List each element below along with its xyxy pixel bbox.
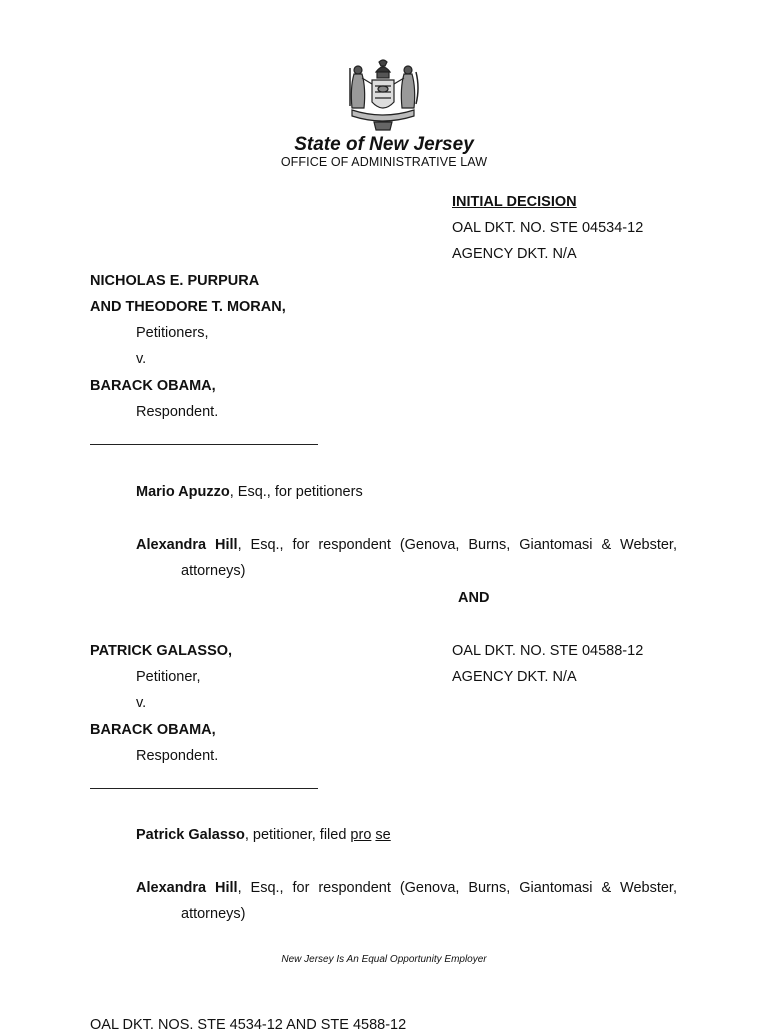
- pro-term: pro: [350, 827, 372, 843]
- respondent-name-1: BARACK OBAMA,: [90, 378, 216, 394]
- versus-1: v.: [136, 351, 147, 367]
- caption-rule-1: [90, 444, 318, 445]
- counsel-name: Alexandra Hill: [136, 537, 238, 553]
- next-page-docket-header: OAL DKT. NOS. STE 4534-12 AND STE 4588-12: [90, 1017, 407, 1033]
- counsel-description: , petitioner, filed: [244, 827, 351, 843]
- agency-docket-2: AGENCY DKT. N/A: [452, 669, 577, 685]
- caption-rule-2: [90, 788, 318, 789]
- se-term: se: [375, 827, 391, 843]
- counsel-description: , Esq., for respondent (Genova, Burns, Giantomasi & Webster,: [237, 880, 677, 896]
- counsel-line-2-continued: attorneys): [181, 563, 246, 579]
- counsel-name: Mario Apuzzo: [136, 484, 230, 500]
- counsel-line-1: [136, 483, 363, 501]
- respondent-role-2: Respondent.: [136, 748, 219, 764]
- counsel-description: , Esq., for respondent (Genova, Burns, Giantomasi & Webster,: [237, 537, 677, 553]
- oal-docket-2: OAL DKT. NO. STE 04588-12: [452, 643, 644, 659]
- counsel-line-2: [136, 536, 677, 554]
- oal-docket-1: OAL DKT. NO. STE 04534-12: [452, 220, 644, 236]
- and-joiner: AND: [458, 590, 490, 606]
- counsel-name: Patrick Galasso: [136, 827, 245, 843]
- petitioner-role-2: Petitioner,: [136, 669, 201, 685]
- state-title: State of New Jersey: [294, 134, 474, 155]
- respondent-role-1: Respondent.: [136, 404, 219, 420]
- equal-opportunity-footer: New Jersey Is An Equal Opportunity Employer: [281, 954, 487, 965]
- petitioner-name-line2: AND THEODORE T. MORAN,: [90, 299, 286, 315]
- versus-2: v.: [136, 695, 147, 711]
- counsel-description: , Esq., for petitioners: [229, 484, 363, 500]
- counsel-line-3: [136, 826, 391, 844]
- office-name: OFFICE OF ADMINISTRATIVE LAW: [280, 155, 488, 169]
- new-jersey-seal-icon: [344, 58, 422, 134]
- petitioner-name-2: PATRICK GALASSO,: [90, 643, 233, 659]
- agency-docket-1: AGENCY DKT. N/A: [452, 246, 577, 262]
- petitioners-role: Petitioners,: [136, 325, 209, 341]
- initial-decision-heading: INITIAL DECISION: [452, 194, 577, 210]
- counsel-name: Alexandra Hill: [136, 880, 238, 896]
- counsel-line-4-continued: attorneys): [181, 906, 246, 922]
- petitioner-name-line1: NICHOLAS E. PURPURA: [90, 273, 260, 289]
- respondent-name-2: BARACK OBAMA,: [90, 722, 216, 738]
- counsel-line-4: [136, 879, 677, 897]
